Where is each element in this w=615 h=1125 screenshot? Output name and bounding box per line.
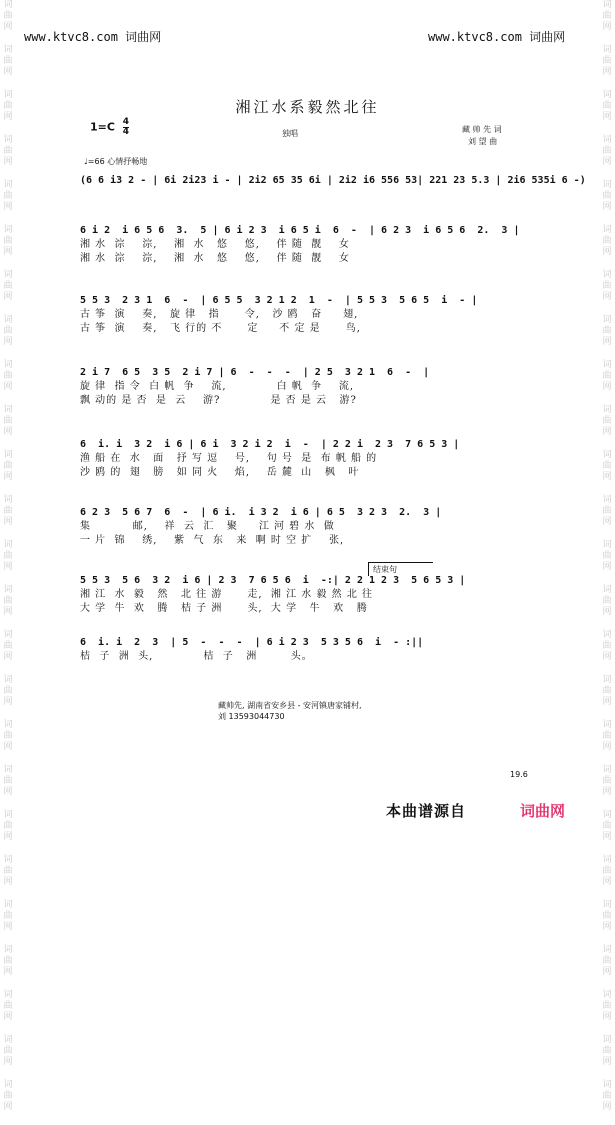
ending-bracket-label: 结束句 (368, 562, 433, 576)
watermark-char: 网 (3, 382, 13, 392)
watermark-char: 网 (3, 112, 13, 122)
lyrics-verse-1: 集 邮, 祥 云 汇 聚 江 河 碧 水 做 (80, 521, 335, 532)
watermark-char: 网 (3, 427, 13, 437)
watermark-char: 曲 (3, 371, 13, 381)
watermark-char: 网 (3, 967, 13, 977)
watermark-char: 曲 (602, 686, 612, 696)
watermark-char: 曲 (3, 821, 13, 831)
watermark-char: 词 (3, 315, 13, 325)
watermark-char: 词 (602, 720, 612, 730)
watermark-char: 词 (3, 945, 13, 955)
watermark-char: 曲 (602, 866, 612, 876)
notes-line: 2 i 7 6 5 3 5 2 i 7 | 6 - - - | 2 5 3 2 1 6 - | (80, 367, 430, 378)
watermark-char: 曲 (3, 506, 13, 516)
watermark-char: 词 (602, 765, 612, 775)
watermark-char: 曲 (3, 191, 13, 201)
watermark-char: 词 (602, 675, 612, 685)
watermark-char: 词 (602, 990, 612, 1000)
time-top: 4 (122, 117, 130, 127)
source-text: 本曲谱源自 (386, 802, 467, 820)
watermark-char: 网 (602, 247, 612, 257)
watermark-char: 曲 (3, 866, 13, 876)
watermark-char: 网 (602, 652, 612, 662)
watermark-char: 词 (3, 540, 13, 550)
lyrics-verse-2: 一 片 锦 绣, 紫 气 东 来 啊 时 空 扩 张, (80, 535, 345, 546)
watermark-char: 网 (602, 832, 612, 842)
watermark-char: 词 (602, 405, 612, 415)
site-url[interactable]: www.ktvc8.com (24, 30, 118, 44)
watermark-char: 网 (3, 67, 13, 77)
watermark-char: 词 (602, 810, 612, 820)
lyrics-verse-2: 大 学 牛 欢 腾 桔 子 洲 头, 大 学 牛 欢 腾 (80, 603, 368, 614)
watermark-char: 词 (602, 45, 612, 55)
watermark-char: 曲 (602, 1001, 612, 1011)
song-title: 湘江水系毅然北往 (235, 98, 380, 116)
watermark-char: 曲 (602, 776, 612, 786)
watermark-char: 网 (3, 562, 13, 572)
watermark-char: 曲 (602, 371, 612, 381)
watermark-char: 词 (3, 360, 13, 370)
watermark-char: 词 (602, 630, 612, 640)
notes-line: 5 5 3 2 3 1 6 - | 6 5 5 3 2 1 2 1 - | 5 5 3 5 6 5 i - | (80, 295, 478, 306)
score-system (80, 506, 532, 548)
watermark-char: 网 (602, 292, 612, 302)
watermark-char: 词 (3, 90, 13, 100)
watermark-char: 网 (3, 247, 13, 257)
watermark-char: 词 (3, 225, 13, 235)
author-address: 藏帅先, 湖南省安乡县 - 安河镇唐家铺村, (218, 701, 362, 710)
watermark-char: 词 (602, 270, 612, 280)
lyrics-verse-2: 古 筝 演 奏, 飞 行的 不 定 不 定 是 鸟, (80, 323, 361, 334)
watermark-char: 词 (3, 135, 13, 145)
key-signature (90, 118, 129, 137)
watermark-char: 网 (3, 1057, 13, 1067)
watermark-char: 网 (602, 112, 612, 122)
watermark-char: 曲 (3, 596, 13, 606)
watermark-char: 词 (3, 1080, 13, 1090)
watermark-char: 曲 (3, 776, 13, 786)
watermark-char: 词 (3, 405, 13, 415)
watermark-char: 曲 (3, 56, 13, 66)
site-name[interactable]: 词曲网 (125, 30, 162, 44)
watermark-char: 网 (602, 877, 612, 887)
watermark-char: 网 (3, 202, 13, 212)
watermark-char: 网 (602, 1012, 612, 1022)
watermark-char: 词 (3, 675, 13, 685)
watermark-char: 曲 (3, 686, 13, 696)
score-system (80, 366, 532, 408)
tempo-marking: ♩=66 心情抒畅地 (84, 157, 148, 166)
watermark-char: 词 (602, 855, 612, 865)
site-header-left[interactable] (24, 28, 161, 45)
watermark-char: 网 (3, 922, 13, 932)
watermark-char: 网 (602, 742, 612, 752)
watermark-char: 词 (3, 495, 13, 505)
watermark-char: 曲 (3, 326, 13, 336)
watermark-char: 词 (3, 765, 13, 775)
watermark-char: 网 (602, 202, 612, 212)
page-number: 19.6 (510, 770, 528, 779)
watermark-char: 词 (3, 270, 13, 280)
watermark-char: 网 (3, 697, 13, 707)
watermark-char: 网 (602, 427, 612, 437)
watermark-char: 网 (602, 607, 612, 617)
watermark-char: 词 (3, 45, 13, 55)
watermark-char: 曲 (3, 101, 13, 111)
watermark-char: 曲 (602, 911, 612, 921)
watermark-char: 网 (3, 1012, 13, 1022)
watermark-char: 曲 (602, 596, 612, 606)
composer-credit: 刘 望 曲 (468, 137, 498, 146)
watermark-char: 词 (3, 450, 13, 460)
watermark-char: 曲 (3, 1091, 13, 1101)
watermark-char: 曲 (3, 731, 13, 741)
watermark-char: 网 (602, 1102, 612, 1112)
watermark-char: 词 (602, 1035, 612, 1045)
watermark-char: 词 (3, 810, 13, 820)
watermark-char: 曲 (602, 956, 612, 966)
watermark-char: 词 (602, 135, 612, 145)
lyrics-verse-1: 古 筝 演 奏, 旋 律 指 令, 沙 鸥 奋 翅, (80, 309, 359, 320)
watermark-char: 曲 (3, 236, 13, 246)
watermark-char: 网 (602, 22, 612, 32)
watermark-char: 网 (602, 1057, 612, 1067)
lyrics-verse-2: 湘 水 淙 淙, 湘 水 悠 悠, 伴 随 靓 女 (80, 253, 350, 264)
watermark-char: 曲 (602, 821, 612, 831)
watermark-char: 网 (3, 292, 13, 302)
watermark-char: 曲 (602, 461, 612, 471)
watermark-char: 词 (602, 900, 612, 910)
watermark-char: 曲 (602, 1091, 612, 1101)
watermark-char: 曲 (602, 101, 612, 111)
watermark-char: 网 (602, 517, 612, 527)
watermark-char: 曲 (3, 281, 13, 291)
genre-label: 独唱 (282, 129, 298, 138)
watermark-char: 曲 (3, 1001, 13, 1011)
watermark-char: 词 (602, 585, 612, 595)
watermark-char: 曲 (602, 11, 612, 21)
watermark-char: 曲 (602, 326, 612, 336)
lyrics-verse-1: 渔 船 在 水 面 抒 写 逗 号, 句 号 是 布 帆 船 的 (80, 453, 378, 464)
watermark-char: 词 (3, 720, 13, 730)
watermark-char: 网 (602, 922, 612, 932)
notes-line: 6 2 3 5 6 7 6 - | 6 i. i 3 2 i 6 | 6 5 3 2 3 2. 3 | (80, 507, 442, 518)
watermark-char: 网 (3, 787, 13, 797)
watermark-char: 曲 (602, 506, 612, 516)
lyrics-verse-1: 湘 江 水 毅 然 北 往 游 走, 湘 江 水 毅 然 北 往 (80, 589, 374, 600)
watermark-char: 网 (602, 337, 612, 347)
watermark-char: 词 (602, 1080, 612, 1090)
watermark-char: 网 (3, 157, 13, 167)
time-signature (123, 118, 129, 137)
author-info (218, 700, 362, 722)
lyrics-verse-1: 湘 水 淙 淙, 湘 水 悠 悠, 伴 随 靓 女 (80, 239, 350, 250)
watermark-char: 词 (602, 0, 612, 10)
time-bottom: 4 (122, 127, 130, 137)
watermark-char: 曲 (602, 641, 612, 651)
watermark-char: 词 (602, 945, 612, 955)
watermark-char: 网 (3, 652, 13, 662)
intro-notes: (6 6 i3 2 - | 6i 2i23 i - | 2i2 65 35 6i | 2i2 i6 556 53| 221 23 5.3 | 2i6 535i 6 -) (80, 175, 586, 186)
watermark-char: 曲 (3, 641, 13, 651)
watermark-char: 词 (3, 0, 13, 10)
watermark-char: 网 (602, 472, 612, 482)
watermark-char: 曲 (3, 911, 13, 921)
watermark-char: 词 (3, 900, 13, 910)
watermark-char: 词 (602, 315, 612, 325)
watermark-char: 网 (602, 562, 612, 572)
notes-line: 5 5 3 5 6 3 2 i 6 | 2 3 7 6 5 6 i -:| 2 2 1 2 3 5 6 5 3 | (80, 575, 466, 586)
intro-line (80, 174, 586, 188)
watermark-char: 网 (602, 382, 612, 392)
watermark-char: 曲 (602, 56, 612, 66)
watermark-char: 曲 (602, 551, 612, 561)
watermark-char: 曲 (602, 191, 612, 201)
watermark-char: 词 (602, 180, 612, 190)
watermark-char: 曲 (602, 731, 612, 741)
watermark-char: 网 (3, 22, 13, 32)
notes-line: 6 i 2 i 6 5 6 3. 5 | 6 i 2 3 i 6 5 i 6 - | 6 2 3 i 6 5 6 2. 3 | (80, 225, 520, 236)
watermark-char: 曲 (3, 11, 13, 21)
lyrics-verse-2: 飘 动的 是 否 是 云 游? 是 否 是 云 游? (80, 395, 357, 406)
watermark-char: 曲 (602, 236, 612, 246)
site-name[interactable]: 词曲网 (529, 30, 566, 44)
lyrics-verse-1: 桔 子 洲 头, 桔 子 洲 头。 (80, 651, 313, 662)
watermark-char: 曲 (602, 281, 612, 291)
notes-line: 6 i. i 2 3 | 5 - - - | 6 i 2 3 5 3 5 6 i - :|| (80, 637, 424, 648)
watermark-char: 词 (3, 585, 13, 595)
watermark-char: 曲 (602, 416, 612, 426)
score-system (80, 574, 532, 616)
watermark-char: 曲 (602, 1046, 612, 1056)
author-phone: 刘 13593044730 (218, 712, 285, 721)
watermark-char: 词 (3, 1035, 13, 1045)
lyrics-verse-2: 沙 鸥 的 翅 膀 如 同 火 焰, 岳 麓 山 枫 叶 (80, 467, 360, 478)
watermark-char: 曲 (3, 956, 13, 966)
watermark-char: 词 (602, 495, 612, 505)
notes-line: 6 i. i 3 2 i 6 | 6 i 3 2 i 2 i - | 2 2 i 2 3 7 6 5 3 | (80, 439, 460, 450)
watermark-char: 曲 (3, 461, 13, 471)
site-url[interactable]: www.ktvc8.com (428, 30, 522, 44)
watermark-char: 词 (602, 360, 612, 370)
watermark-char: 词 (3, 855, 13, 865)
score-system (80, 636, 532, 664)
lyrics-verse-1: 旋 律 指 令 白 帆 争 流, 白 帆 争 流, (80, 381, 355, 392)
watermark-char: 词 (3, 990, 13, 1000)
watermark-char: 网 (602, 967, 612, 977)
key-label: 1=C (90, 120, 115, 134)
watermark-char: 网 (3, 832, 13, 842)
watermark-char: 网 (3, 607, 13, 617)
watermark-char: 网 (602, 67, 612, 77)
watermark-char: 词 (3, 630, 13, 640)
watermark-char: 网 (3, 472, 13, 482)
score-system (80, 224, 532, 266)
watermark-char: 词 (602, 225, 612, 235)
watermark-char: 曲 (3, 146, 13, 156)
watermark-char: 网 (3, 517, 13, 527)
watermark-char: 网 (602, 697, 612, 707)
watermark-right (600, 0, 614, 1125)
watermark-char: 曲 (3, 551, 13, 561)
watermark-char: 曲 (602, 146, 612, 156)
score-system (80, 438, 532, 480)
watermark-char: 网 (602, 157, 612, 167)
watermark-char: 网 (3, 877, 13, 887)
watermark-char: 词 (602, 540, 612, 550)
watermark-char: 网 (3, 1102, 13, 1112)
watermark-char: 词 (602, 450, 612, 460)
watermark-char: 曲 (3, 416, 13, 426)
watermark-left (1, 0, 15, 1125)
watermark-char: 网 (3, 742, 13, 752)
brand-logo-text[interactable]: 词曲网 (520, 802, 566, 820)
watermark-char: 词 (602, 90, 612, 100)
watermark-char: 网 (602, 787, 612, 797)
site-header-right[interactable] (428, 28, 565, 45)
watermark-char: 网 (3, 337, 13, 347)
watermark-char: 曲 (3, 1046, 13, 1056)
score-system (80, 294, 532, 336)
lyricist-credit: 藏 帅 先 词 (462, 125, 502, 134)
watermark-char: 词 (3, 180, 13, 190)
